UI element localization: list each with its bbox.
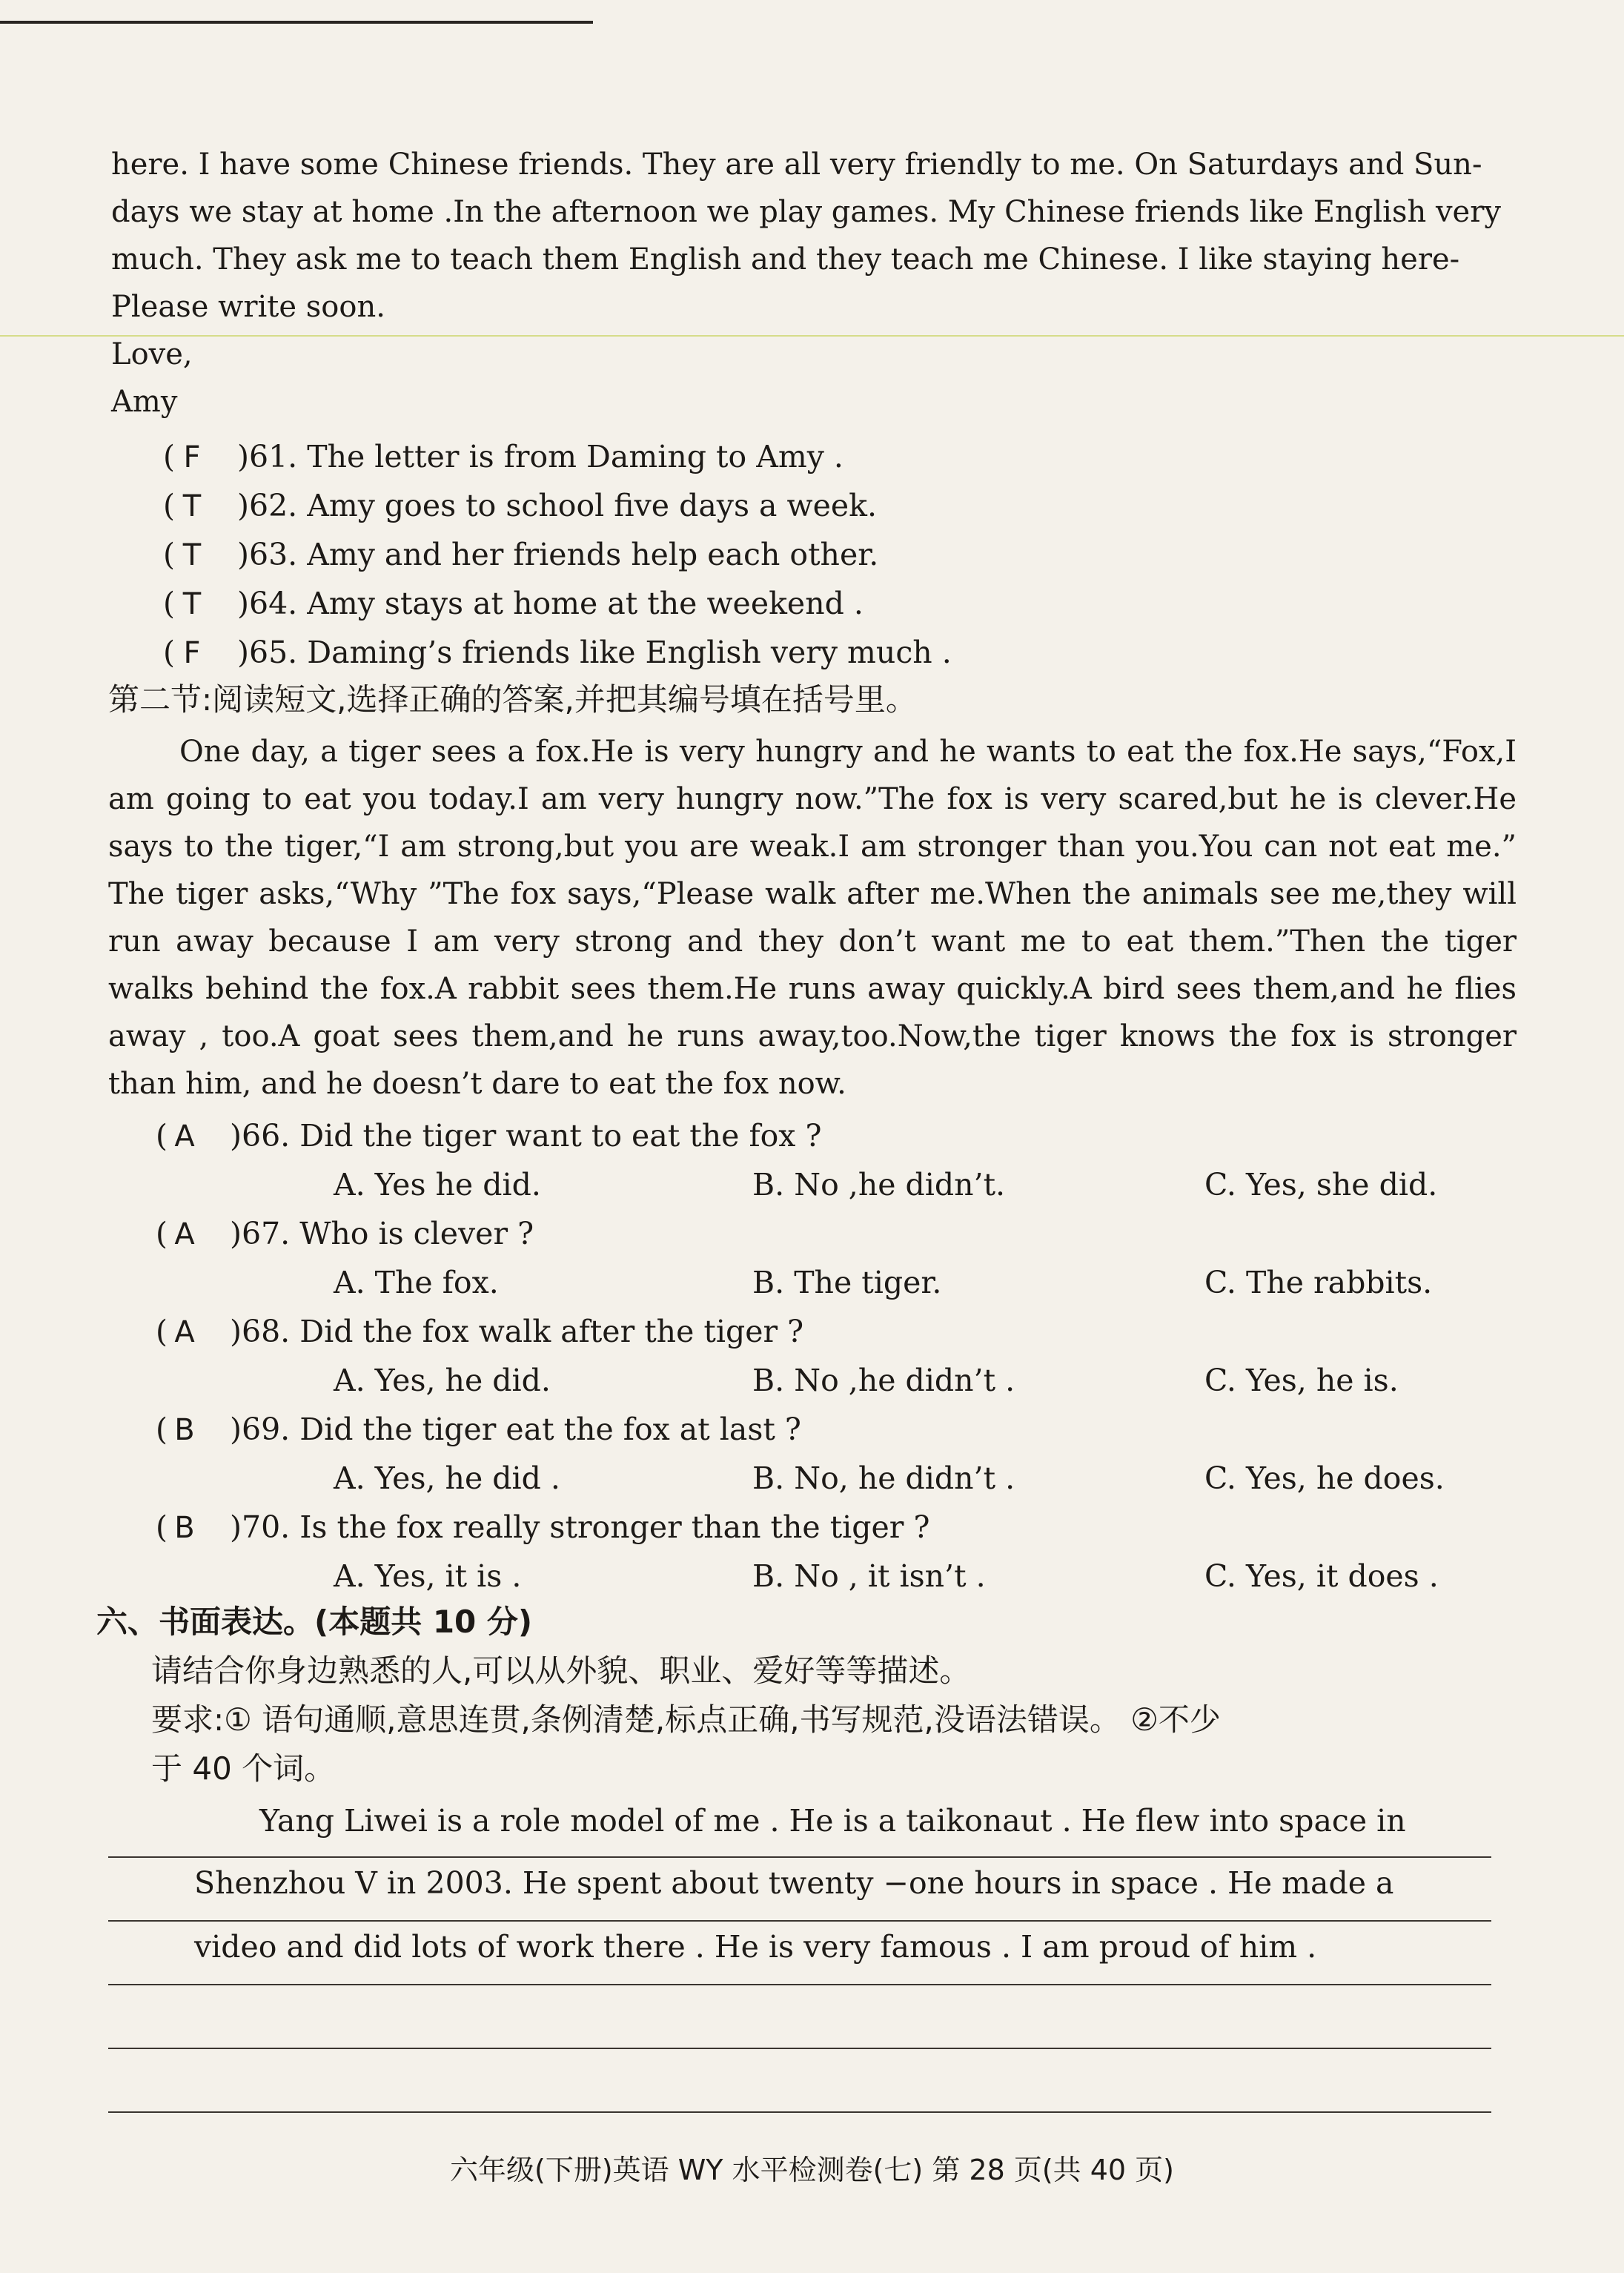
- question-text: )70. Is the fox really stronger than the tiger ?: [230, 1509, 930, 1545]
- question-text: )65. Daming’s friends like English very much .: [237, 635, 952, 670]
- question-text: )68. Did the fox walk after the tiger ?: [230, 1314, 804, 1349]
- writing-prompt: 请结合你身边熟悉的人,可以从外貌、职业、爱好等等描述。: [151, 1652, 971, 1689]
- letter-signature: Amy: [111, 385, 178, 419]
- option-c: C. Yes, he does.: [1204, 1460, 1445, 1496]
- answer-mark: A: [174, 1217, 195, 1251]
- tf-question-62: ( T )62. Amy goes to school five days a week.: [163, 482, 877, 530]
- answer-mark: T: [182, 489, 202, 523]
- written-answer-line: video and did lots of work there . He is very famous . I am proud of him .: [194, 1929, 1317, 1965]
- written-answer-line: Yang Liwei is a role model of me . He is a taikonaut . He flew into space in: [259, 1803, 1406, 1839]
- section6-heading: 六、书面表达。(本题共 10 分): [96, 1604, 533, 1640]
- passage-text: One day, a tiger sees a fox.He is very hungry and he wants to eat the fox.He says,“Fox,I am going to eat you today.I am very hungry now.”The fox is very scared,but he is clever.He says to the tiger,“I am strong,but you are weak.I am stronger than you.You can not eat me.” The tiger asks,“Why ”The fox says,“Please walk after me.When the animals see me,they will run away because I am very strong and they don’t want me to eat them.”Then the tiger walks behind the fox.A rabbit sees them.He runs away quickly.A bird sees them,and he flies away , too.A goat sees them,and he runs away,too.Now,the tiger knows the fox is stronger than him, and he doesn’t dare to eat the fox now.: [108, 735, 1517, 1101]
- letter-line: Please write soon.: [111, 290, 385, 324]
- letter-line: days we stay at home .In the afternoon we play games. My Chinese friends like English very: [111, 195, 1501, 229]
- tf-question-61: ( F )61. The letter is from Daming to Amy .: [163, 433, 844, 481]
- page-footer: 六年级(下册)英语 WY 水平检测卷(七) 第 28 页(共 40 页): [450, 2154, 1174, 2186]
- option-a: A. Yes, he did.: [334, 1363, 551, 1398]
- mc-question-67: ( A )67. Who is clever ?: [156, 1210, 534, 1258]
- option-c: C. Yes, he is.: [1204, 1363, 1399, 1398]
- writing-rule: [108, 1920, 1491, 1922]
- option-a: A. Yes, he did .: [334, 1460, 560, 1496]
- answer-mark: F: [183, 440, 201, 474]
- option-b: B. The tiger.: [752, 1265, 942, 1300]
- written-answer-line: Shenzhou V in 2003. He spent about twenty −one hours in space . He made a: [194, 1865, 1394, 1901]
- mc-question-68: ( A )68. Did the fox walk after the tiger ?: [156, 1308, 803, 1356]
- answer-mark: A: [174, 1119, 195, 1154]
- letter-line: here. I have some Chinese friends. They are all very friendly to me. On Saturdays and Sun-: [111, 148, 1482, 182]
- option-b: B. No ,he didn’t.: [752, 1167, 1006, 1202]
- question-text: )63. Amy and her friends help each other.: [237, 537, 879, 572]
- option-c: C. Yes, she did.: [1204, 1167, 1438, 1202]
- mc-question-69: ( B )69. Did the tiger eat the fox at last ?: [156, 1406, 801, 1454]
- option-c: C. Yes, it does .: [1204, 1558, 1439, 1594]
- letter-body: [111, 141, 1519, 426]
- tf-question-65: ( F )65. Daming’s friends like English very much .: [163, 629, 952, 677]
- option-a: A. The fox.: [334, 1265, 499, 1300]
- option-b: B. No ,he didn’t .: [752, 1363, 1015, 1398]
- question-text: )67. Who is clever ?: [230, 1216, 534, 1251]
- writing-rule: [108, 2111, 1491, 2113]
- tf-question-64: ( T )64. Amy stays at home at the weekend .: [163, 580, 864, 628]
- question-text: )69. Did the tiger eat the fox at last ?: [230, 1412, 801, 1447]
- answer-mark: T: [182, 538, 202, 572]
- question-text: )61. The letter is from Daming to Amy .: [237, 439, 844, 474]
- section2-heading: 第二节:阅读短文,选择正确的答案,并把其编号填在括号里。: [108, 681, 917, 718]
- writing-requirement-cont: 于 40 个词。: [151, 1750, 336, 1787]
- mc-question-70: ( B )70. Is the fox really stronger than the tiger ?: [156, 1503, 929, 1552]
- writing-requirement: 要求:① 语句通顺,意思连贯,条例清楚,标点正确,书写规范,没语法错误。 ②不少: [151, 1701, 1221, 1738]
- option-a: A. Yes he did.: [334, 1167, 541, 1202]
- answer-mark: B: [174, 1511, 195, 1545]
- option-b: B. No , it isn’t .: [752, 1558, 986, 1594]
- letter-line: much. They ask me to teach them English and they teach me Chinese. I like staying here-: [111, 242, 1460, 277]
- option-b: B. No, he didn’t .: [752, 1460, 1015, 1496]
- mc-question-66: ( A )66. Did the tiger want to eat the fox ?: [156, 1112, 821, 1160]
- question-text: )62. Amy goes to school five days a week.: [237, 488, 878, 523]
- top-rule: [0, 21, 593, 24]
- answer-mark: A: [174, 1315, 195, 1349]
- tf-question-63: ( T )63. Amy and her friends help each other.: [163, 531, 878, 579]
- writing-rule: [108, 1856, 1491, 1858]
- writing-rule: [108, 1984, 1491, 1985]
- question-text: )66. Did the tiger want to eat the fox ?: [230, 1118, 822, 1154]
- answer-mark: F: [183, 636, 201, 670]
- reading-passage: [108, 728, 1517, 1108]
- letter-closing: Love,: [111, 337, 193, 371]
- question-text: )64. Amy stays at home at the weekend .: [237, 586, 864, 621]
- answer-mark: T: [182, 587, 202, 621]
- writing-rule: [108, 2048, 1491, 2049]
- answer-mark: B: [174, 1413, 195, 1447]
- option-c: C. The rabbits.: [1204, 1265, 1433, 1300]
- option-a: A. Yes, it is .: [334, 1558, 522, 1594]
